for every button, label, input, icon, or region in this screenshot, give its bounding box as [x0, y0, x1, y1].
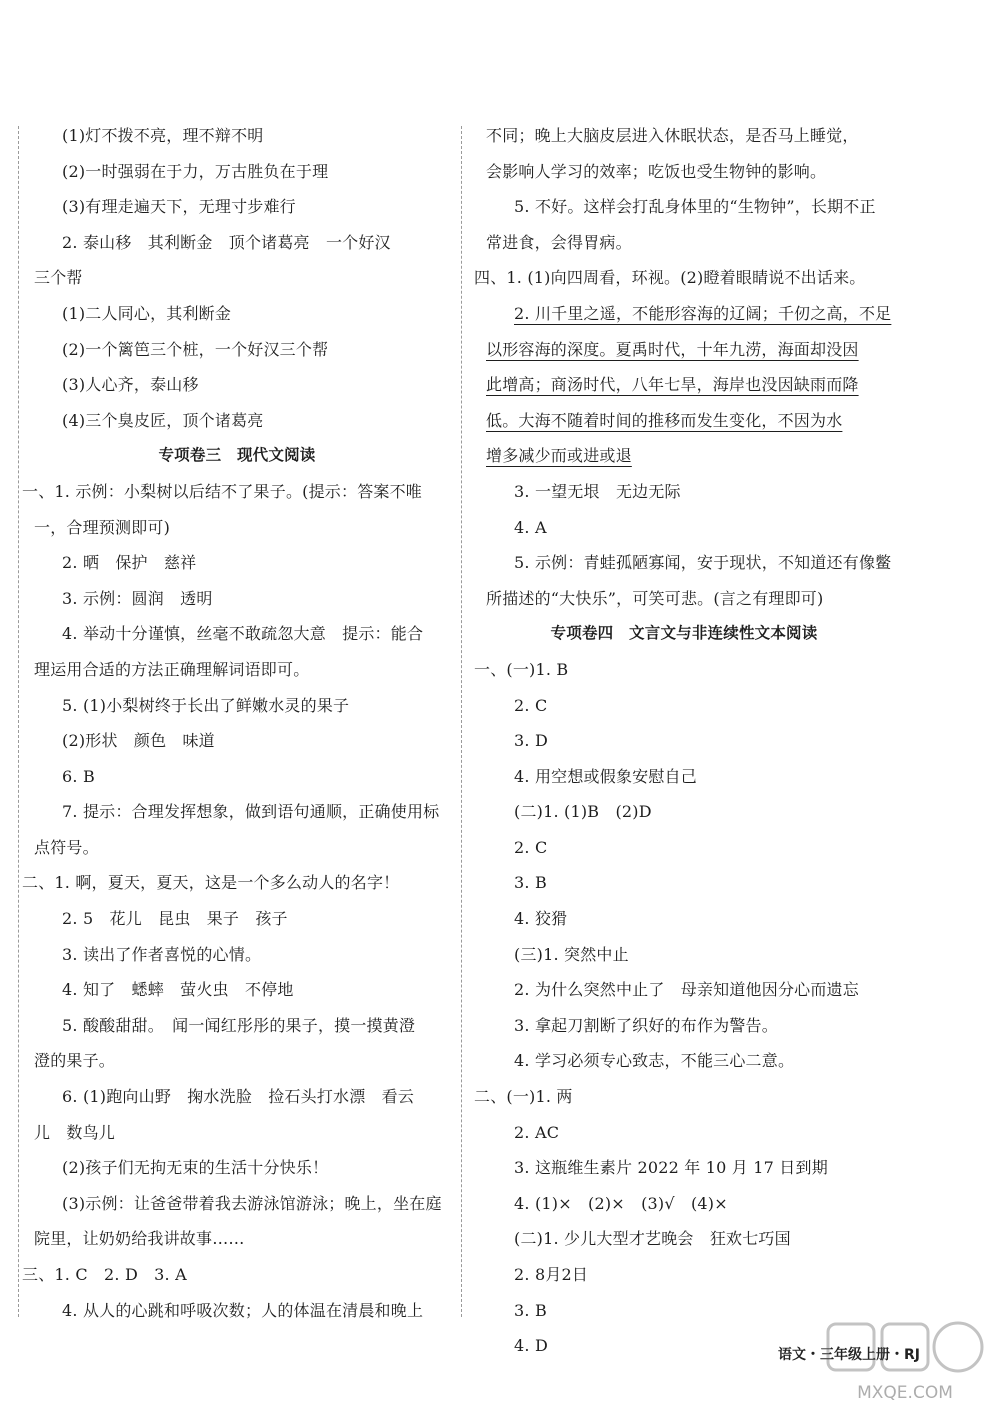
left-answer-line: (2)形状 颜色 味道	[62, 731, 215, 751]
left-answer-line: 2. 晒 保护 慈祥	[62, 553, 197, 573]
right-answer-line: 会影响人学习的效率；吃饭也受生物钟的影响。	[486, 161, 827, 181]
right-answer-line: 4. (1)× (2)× (3)√ (4)×	[514, 1193, 728, 1213]
right-answer-line: 2. 8月2日	[514, 1265, 589, 1284]
left-answer-line: 2. 5 花儿 昆虫 果子 孩子	[62, 909, 288, 929]
right-answer-line: 5. 示例：青蛙孤陋寡闻，安于现状，不知道还有像鳖	[514, 553, 892, 573]
left-answer-line: 4. 知了 蟋蟀 萤火虫 不停地	[62, 980, 294, 1000]
right-answer-line: 2. C	[514, 837, 548, 857]
right-answer-line: 增多减少而或进或退	[486, 446, 632, 466]
left-answer-line: 一、1. 示例：小梨树以后结不了果子。(提示：答案不唯	[22, 481, 422, 501]
left-answer-line: (2)一个篱笆三个桩，一个好汉三个帮	[62, 339, 329, 359]
right-answer-line: 以形容海的深度。夏禹时代，十年九涝，海面却没因	[486, 339, 859, 359]
column-divider	[461, 126, 462, 1317]
right-answer-line: (二)1. (1)B (2)D	[514, 802, 652, 822]
right-answer-line: 2. 川千里之遥，不能形容海的辽阔；千仞之高，不足	[514, 303, 892, 323]
left-answer-line: 三个帮	[34, 268, 83, 288]
left-answer-line: (2)一时强弱在于力，万古胜负在于理	[62, 161, 329, 181]
left-answer-line: (1)二人同心，其利断金	[62, 303, 232, 323]
left-answer-line: 二、1. 啊，夏天，夏天，这是一个多么动人的名字！	[22, 873, 400, 893]
left-answer-line: (3)示例：让爸爸带着我去游泳馆游泳；晚上，坐在庭	[62, 1193, 442, 1213]
watermark-url: MXQE.COM	[857, 1383, 953, 1403]
right-answer-line: 低。大海不随着时间的推移而发生变化，不因为水	[486, 410, 843, 430]
right-answer-line: 2. AC	[514, 1122, 560, 1142]
left-answer-line: (3)人心齐，泰山移	[62, 375, 199, 395]
left-column	[22, 118, 452, 1328]
right-answer-line: 4. 狡猾	[514, 909, 568, 929]
right-answer-line: 二、(一)1. 两	[474, 1087, 573, 1107]
left-answer-line: 点符号。	[34, 837, 99, 857]
left-answer-line: 6. B	[62, 766, 95, 786]
left-answer-line: 6. (1)跑向山野 掬水洗脸 捡石头打水漂 看云	[62, 1087, 415, 1107]
left-answer-line: (1)灯不拨不亮，理不辩不明	[62, 126, 264, 145]
left-answer-line: (2)孩子们无拘无束的生活十分快乐！	[62, 1158, 329, 1178]
left-answer-line: (3)有理走遍天下，无理寸步难行	[62, 197, 296, 217]
section-heading: 专项卷四 文言文与非连续性文本阅读	[550, 624, 818, 643]
right-answer-line: 常进食，会得胃病。	[486, 232, 632, 252]
left-answer-line: 7. 提示：合理发挥想象，做到语句通顺，正确使用标	[62, 802, 440, 822]
right-answer-line: (三)1. 突然中止	[514, 944, 629, 964]
right-answer-line: 四、1. (1)向四周看，环视。(2)瞪着眼睛说不出话来。	[474, 268, 866, 288]
left-answer-line: 4. 从人的心跳和呼吸次数；人的体温在清晨和晚上	[62, 1300, 424, 1320]
right-answer-line: 3. 拿起刀割断了织好的布作为警告。	[514, 1015, 778, 1035]
right-answer-line: 2. C	[514, 695, 548, 715]
left-answer-line: 儿 数鸟儿	[34, 1122, 116, 1142]
right-answer-line: 3. B	[514, 873, 547, 893]
right-answer-line: 不同；晚上大脑皮层进入休眠状态，是否马上睡觉，	[486, 126, 859, 145]
left-answer-line: 3. 读出了作者喜悦的心情。	[62, 944, 262, 964]
left-answer-line: 5. 酸酸甜甜。 闻一闻红彤彤的果子，摸一摸黄澄	[62, 1015, 416, 1035]
left-answer-line: (4)三个臭皮匠，顶个诸葛亮	[62, 410, 264, 430]
right-answer-line: 一、(一)1. B	[474, 659, 569, 679]
right-answer-line: 4. 学习必须专心致志，不能三心二意。	[514, 1051, 795, 1071]
right-column	[474, 118, 894, 1364]
left-answer-line: 5. (1)小梨树终于长出了鲜嫩水灵的果子	[62, 695, 350, 715]
left-answer-line: 三、1. C 2. D 3. A	[22, 1265, 187, 1284]
right-answer-line: 5. 不好。这样会打乱身体里的“生物钟”，长期不正	[514, 197, 876, 217]
section-heading: 专项卷三 现代文阅读	[158, 446, 316, 465]
left-answer-line: 院里，让奶奶给我讲故事……	[34, 1229, 245, 1249]
right-answer-line: 3. 这瓶维生素片 2022 年 10 月 17 日到期	[514, 1158, 828, 1178]
left-margin-rule	[18, 126, 19, 1317]
page-footer: 语文・三年级上册・RJ	[778, 1347, 920, 1363]
left-answer-line: 2. 泰山移 其利断金 顶个诸葛亮 一个好汉	[62, 232, 391, 252]
right-answer-line: 此增高；商汤时代，八年七旱，海岸也没因缺雨而降	[486, 375, 859, 395]
right-answer-line: 所描述的“大快乐”，可笑可悲。(言之有理即可)	[486, 588, 824, 608]
right-answer-line: 4. D	[514, 1336, 548, 1356]
left-answer-line: 4. 举动十分谨慎，丝毫不敢疏忽大意 提示：能合	[62, 624, 424, 644]
right-answer-line: 4. A	[514, 517, 547, 537]
left-answer-line: 3. 示例：圆润 透明	[62, 588, 213, 608]
right-answer-line: 3. D	[514, 731, 548, 751]
left-answer-line: 一，合理预测即可)	[34, 517, 171, 537]
left-answer-line: 澄的果子。	[34, 1051, 116, 1071]
left-answer-line: 理运用合适的方法正确理解词语即可。	[34, 659, 310, 679]
right-answer-line: 3. B	[514, 1300, 547, 1320]
right-answer-line: 3. 一望无垠 无边无际	[514, 481, 681, 501]
right-answer-line: (二)1. 少儿大型才艺晚会 狂欢七巧国	[514, 1229, 791, 1249]
watermark-logo	[820, 1318, 990, 1408]
right-answer-line: 2. 为什么突然中止了 母亲知道他因分心而遗忘	[514, 980, 859, 1000]
right-answer-line: 4. 用空想或假象安慰自己	[514, 766, 697, 786]
